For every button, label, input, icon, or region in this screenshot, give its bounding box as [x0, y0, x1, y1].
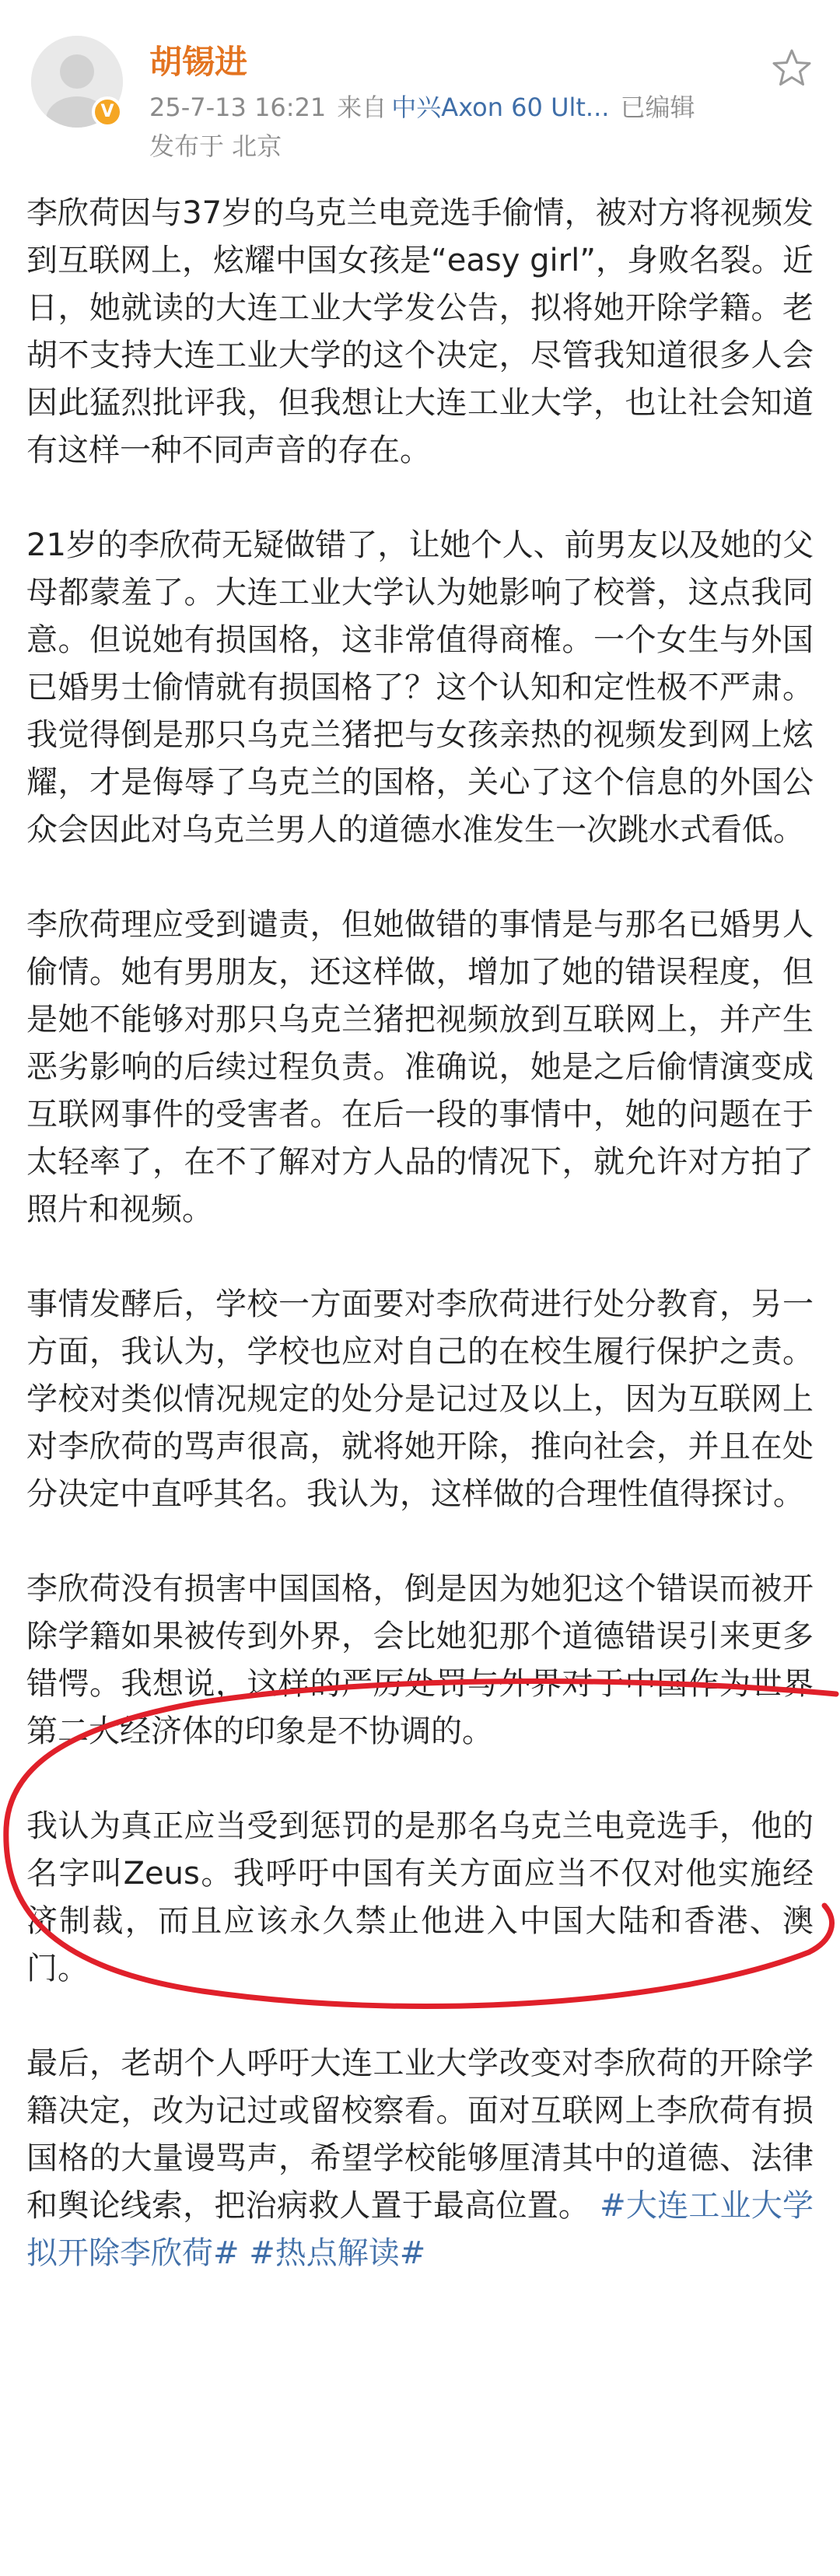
- post-meta: [149, 90, 705, 124]
- post-location: 发布于 北京: [149, 131, 282, 161]
- source-device[interactable]: 中兴Axon 60 Ult...: [391, 93, 610, 122]
- hashtag-link[interactable]: #大连工业大学拟开除李欣荷#: [26, 2188, 814, 2271]
- post-paragraph-5: 李欣荷没有损害中国国格，倒是因为她犯这个错误而被开除学籍如果被传到外界，会比她犯那个道德错误引来更多错愕。我想说，这样的严厉处罚与外界对于中国作为世界第二大经济体的印象是不协调的。: [26, 1571, 814, 1749]
- post-paragraph-1: 李欣荷因与37岁的乌克兰电竞选手偷情，被对方将视频发到互联网上，炫耀中国女孩是“easy girl”，身败名裂。近日，她就读的大连工业大学发公告，拟将她开除学籍。老胡不支持大连工业大学的这个决定，尽管我知道很多人会因此猛烈批评我，但我想让大连工业大学，也让社会知道有这样一种不同声音的存在。: [26, 195, 814, 468]
- post-header: [0, 0, 840, 179]
- star-outline-icon[interactable]: [770, 47, 814, 90]
- verified-badge-icon: V: [92, 96, 123, 128]
- post-paragraph-2: 21岁的李欣荷无疑做错了，让她个人、前男友以及她的父母都蒙羞了。大连工业大学认为她影响了校誉，这点我同意。但说她有损国格，这非常值得商榷。一个女生与外国已婚男士偷情就有损国格了？这个认知和定性极不严肃。我觉得倒是那只乌克兰猪把与女孩亲热的视频发到网上炫耀，才是侮辱了乌克兰的国格，关心了这个信息的外国公众会因此对乌克兰男人的道德水准发生一次跳水式看低。: [26, 527, 814, 848]
- edited-label[interactable]: 已编辑: [620, 93, 695, 122]
- source-label: 来自: [337, 93, 387, 122]
- post-time: 25-7-13 16:21: [149, 93, 327, 122]
- post-paragraph-4: 事情发酵后，学校一方面要对李欣荷进行处分教育，另一方面，我认为，学校也应对自己的在校生履行保护之责。学校对类似情况规定的处分是记过及以上，因为互联网上对李欣荷的骂声很高，就将她开除，推向社会，并且在处分决定中直呼其名。我认为，这样做的合理性值得探讨。: [26, 1286, 814, 1512]
- post-paragraph-3: 李欣荷理应受到谴责，但她做错的事情是与那名已婚男人偷情。她有男朋友，还这样做，增加了她的错误程度，但是她不能够对那只乌克兰猪把视频放到互联网上，并产生恶劣影响的后续过程负责。准确说，她是之后偷情演变成互联网事件的受害者。在后一段的事情中，她的问题在于太轻率了，在不了解对方人品的情况下，就允许对方拍了照片和视频。: [26, 907, 814, 1227]
- post-paragraph-6: 我认为真正应当受到惩罚的是那名乌克兰电竞选手，他的名字叫Zeus。我呼吁中国有关方面应当不仅对他实施经济制裁，而且应该永久禁止他进入中国大陆和香港、澳门。: [26, 1808, 814, 1986]
- final-paragraph-text: 最后，老胡个人呼吁大连工业大学改变对李欣荷的开除学籍决定，改为记过或留校察看。面对互联网上李欣荷有损国格的大量谩骂声，希望学校能够厘清其中的道德、法律和舆论线索，把治病救人置于最高位置。: [26, 2046, 814, 2224]
- post-paragraph-final: [26, 2040, 814, 2277]
- author-name[interactable]: 胡锡进: [149, 43, 248, 81]
- post-body: [26, 190, 814, 2277]
- hashtag-link[interactable]: #热点解读#: [249, 2235, 426, 2271]
